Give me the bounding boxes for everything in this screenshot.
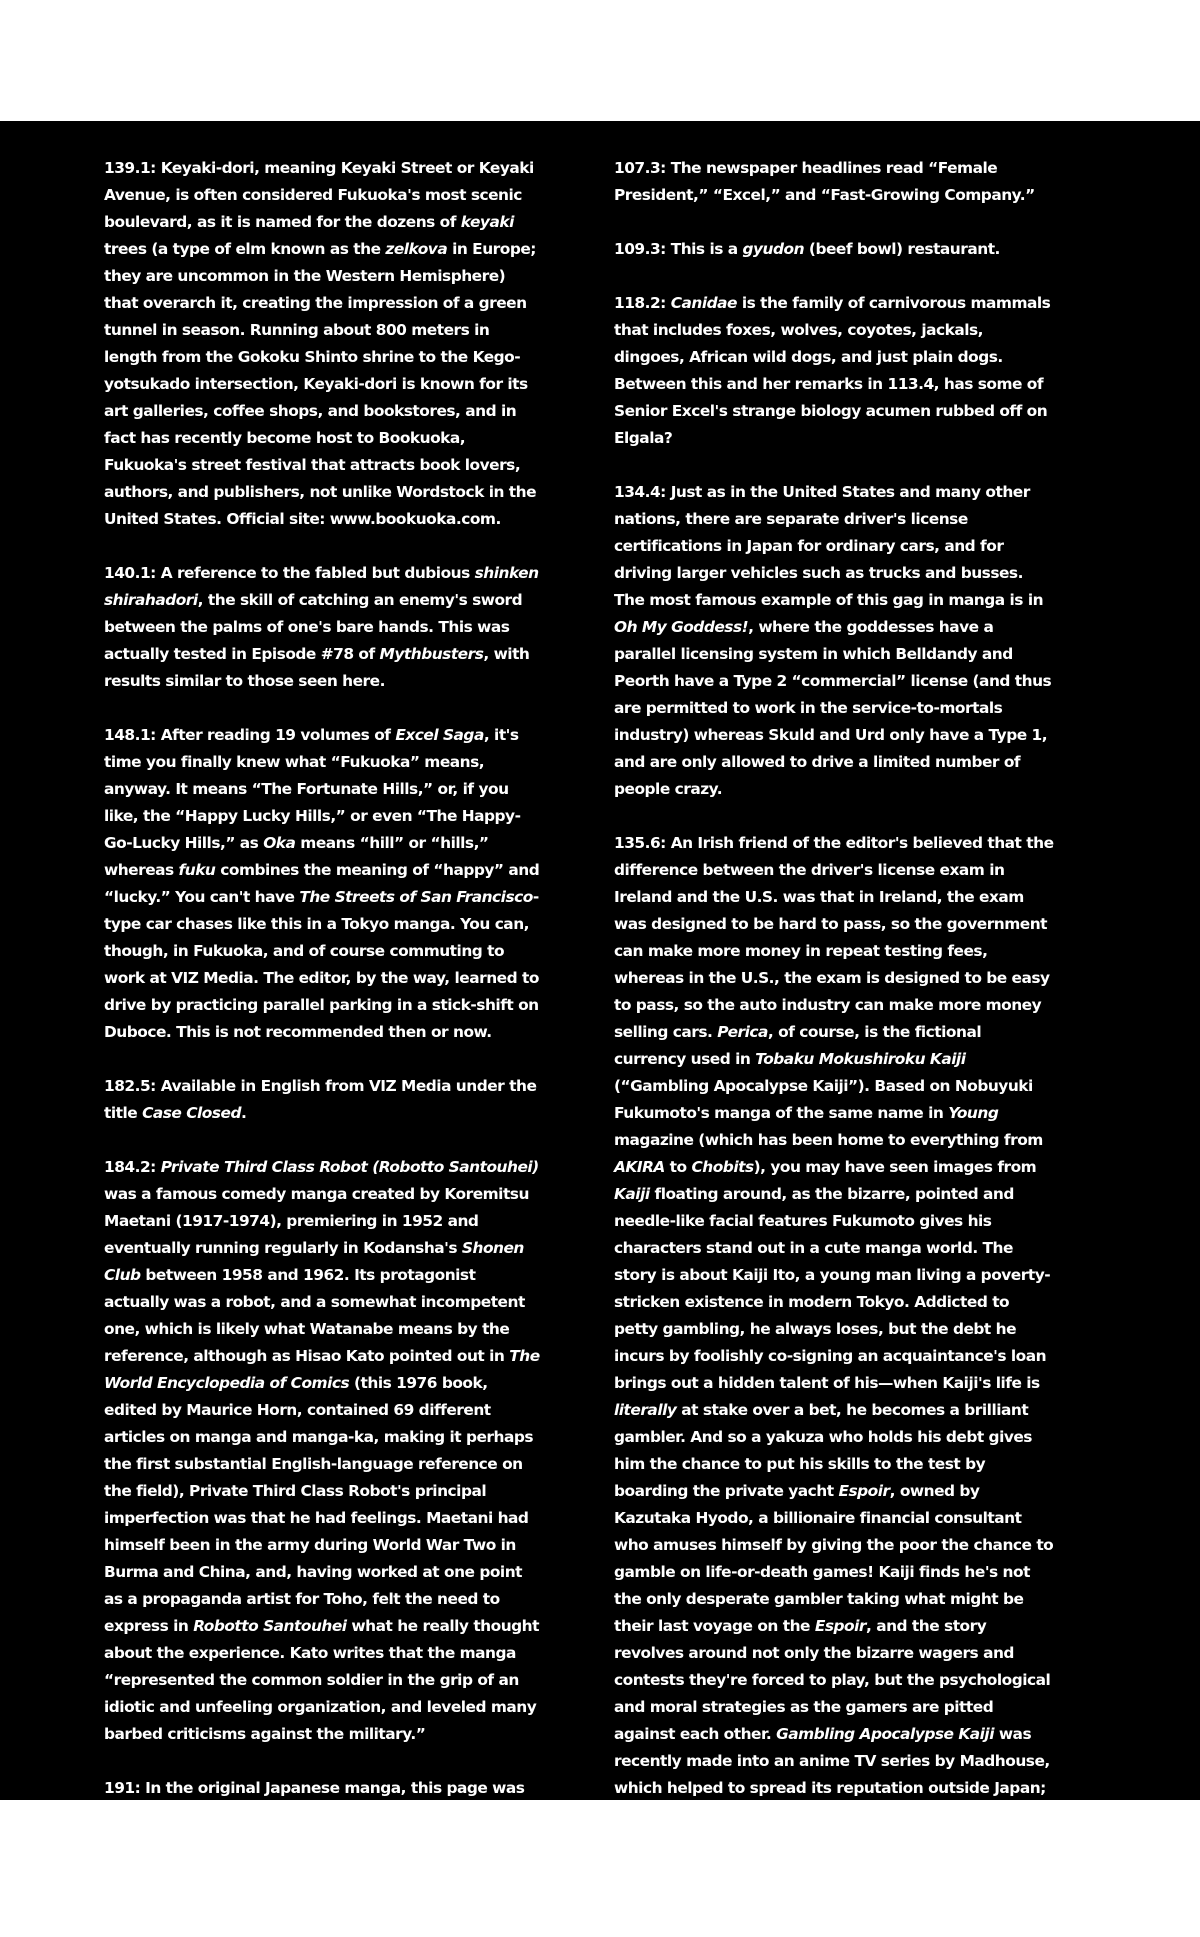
note-italic-term: Robotto Santouhei bbox=[193, 1617, 347, 1635]
note-italic-term: Shonen Club bbox=[104, 1239, 524, 1284]
note-135-6 bbox=[614, 830, 1054, 1910]
note-italic-term: Chobits bbox=[691, 1158, 754, 1176]
note-italic-term: literally bbox=[614, 1401, 677, 1419]
note-italic-term: Kaiji bbox=[614, 1185, 650, 1203]
note-number: 135.6: bbox=[614, 834, 666, 852]
note-italic-term: Perica bbox=[717, 1023, 768, 1041]
right-column bbox=[614, 155, 1054, 1937]
note-italic-term: Young bbox=[948, 1104, 999, 1122]
note-number: 148.1: bbox=[104, 726, 156, 744]
note-text: is the family of carnivorous mammals that includes foxes, wolves, coyotes, jackals, dingoes, African wild dogs, and just plain dogs. Between this and her remarks in 113.4, has some of Senior Excel's strange biology acumen rubbed off on Elgala? bbox=[614, 294, 1051, 447]
note-text: between 1958 and 1962. Its protagonist actually was a robot, and a somewhat incompetent one, which is likely what Watanabe means by the reference, although as Hisao Kato pointed out in bbox=[104, 1266, 525, 1365]
note-text: After reading 19 volumes of bbox=[155, 726, 396, 744]
note-text: , and the story revolves around not only the bizarre wagers and contests they're forced to play, but the psychological and moral strategies as the gamers are pitted against each other. bbox=[614, 1617, 1051, 1743]
note-text: , of course, is the fictional currency used in bbox=[614, 1023, 982, 1068]
note-text: to bbox=[664, 1158, 692, 1176]
top-page-margin bbox=[0, 0, 1200, 121]
note-text: magazine (which has been home to everything from bbox=[614, 1131, 1043, 1149]
note-italic-term: Gambling Apocalypse Kaiji bbox=[776, 1725, 994, 1743]
note-text: , where the goddesses have a parallel licensing system in which Belldandy and Peorth have a Type 2 “commercial” license (and thus are permitted to work in the service-to-mortals industry) whereas Skuld and Urd only have a Type 1, and are only allowed to drive a limited number of people crazy. bbox=[614, 618, 1052, 798]
note-text: Keyaki-dori, meaning Keyaki Street or Keyaki Avenue, is often considered Fukuoka's most scenic boulevard, as it is named for the dozens of bbox=[104, 159, 534, 231]
note-text: was a famous comedy manga created by Koremitsu Maetani (1917-1974), premiering in 1952 and eventually running regularly in Kodansha's bbox=[104, 1185, 529, 1257]
note-italic-term: The Streets of San Francisco bbox=[299, 888, 533, 906]
note-italic-term: shinken shirahadori bbox=[104, 564, 539, 609]
note-text: means “hill” or “hills,” whereas bbox=[104, 834, 489, 879]
note-italic-term: gyudon bbox=[742, 240, 805, 258]
note-text: in Europe; they are uncommon in the Western Hemisphere) that overarch it, creating the impression of a green tunnel in season. Running about 800 meters in length from the Gokoku Shinto shrine to the Kego-yotsukado intersection, Keyaki-dori is known for its art galleries, coffee shops, and bookstores, and in fact has recently become host to Bookuoka, Fukuoka's street festival that attracts book lovers, authors, and publishers, not unlike Wordstock in the United States. Official site: www.bookuoka.com. bbox=[104, 240, 537, 528]
note-number: 107.3: bbox=[614, 159, 666, 177]
left-column bbox=[104, 155, 540, 1910]
note-italic-term: Private Third Class Robot (Robotto Santouhei) bbox=[160, 1158, 539, 1176]
note-italic-term: Tobaku Mokushiroku Kaiji bbox=[755, 1050, 966, 1068]
note-text: , it's time you finally knew what “Fukuoka” means, anyway. It means “The Fortunate Hills,” or, if you like, the “Happy Lucky Hills,” or even “The Happy-Go-Lucky Hills,” as bbox=[104, 726, 521, 852]
note-text: Just as in the United States and many other nations, there are separate driver's license certifications in Japan for ordinary cars, and for driving larger vehicles such as trucks and busses. The most famous example of this gag in manga is in bbox=[614, 483, 1044, 609]
note-text: , the skill of catching an enemy's sword between the palms of one's bare hands. This was actually tested in Episode #78 of bbox=[104, 591, 523, 663]
note-number: 140.1: bbox=[104, 564, 156, 582]
note-italic-term: AKIRA bbox=[614, 1158, 665, 1176]
note-text: ), you may have seen images from bbox=[753, 1158, 1037, 1176]
note-text: , owned by Kazutaka Hyodo, a billionaire financial consultant who amuses himself by giving the poor the chance to gamble on life-or-death games! Kaiji finds he's not the only desperate gambler taking what might be their last voyage on the bbox=[614, 1482, 1054, 1635]
note-148-1 bbox=[104, 722, 540, 1046]
note-number: 109.3: bbox=[614, 240, 666, 258]
note-italic-term: Canidae bbox=[670, 294, 737, 312]
note-107-3 bbox=[614, 155, 1054, 209]
note-number: 134.4: bbox=[614, 483, 666, 501]
note-number: 191: bbox=[104, 1779, 141, 1797]
note-italic-term: Excel Saga bbox=[395, 726, 484, 744]
note-italic-term: Oh My Goddess! bbox=[614, 618, 749, 636]
note-text: trees (a type of elm known as the bbox=[104, 240, 386, 258]
note-text: This is a bbox=[665, 240, 743, 258]
note-text: A reference to the fabled but dubious bbox=[155, 564, 475, 582]
note-184-2 bbox=[104, 1154, 540, 1748]
note-text: was recently made into an anime TV series by Madhouse, which helped to spread its reputation outside Japan; you can't get a better feel for it than by listening to its review on the always-recommended Anime World Order podcast, Show #70, at animeworldorder.blogspot.com. bbox=[614, 1725, 1050, 1905]
note-number: 184.2: bbox=[104, 1158, 156, 1176]
note-109-3 bbox=[614, 236, 1054, 263]
note-text: , with results similar to those seen here. bbox=[104, 645, 530, 690]
note-number: 182.5: bbox=[104, 1077, 156, 1095]
notes-page bbox=[0, 121, 1200, 1905]
note-text: -type car chases like this in a Tokyo manga. You can, though, in Fukuoka, and of course commuting to work at VIZ Media. The editor, by the way, learned to drive by practicing parallel parking in a stick-shift on Duboce. This is not recommended then or now. bbox=[104, 888, 539, 1041]
note-140-1 bbox=[104, 560, 540, 695]
note-182-5 bbox=[104, 1073, 540, 1127]
note-text: combines the meaning of “happy” and “lucky.” You can't have bbox=[104, 861, 540, 906]
note-134-4 bbox=[614, 479, 1054, 803]
note-text: what he really thought about the experience. Kato writes that the manga “represented the common soldier in the grip of an idiotic and unfeeling organization, and leveled many barbed criticisms against the military.” bbox=[104, 1617, 539, 1743]
note-italic-term: Espoir bbox=[838, 1482, 890, 1500]
note-text: An Irish friend of the editor's believed that the difference between the driver's license exam in Ireland and the U.S. was that in Ireland, the exam was designed to be hard to pass, so the government can make more money in repeat testing fees, whereas in the U.S., the exam is designed to be easy to pass, so the auto industry can make more money selling cars. bbox=[614, 834, 1054, 1041]
note-italic-term: Case Closed bbox=[142, 1104, 241, 1122]
note-italic-term: fuku bbox=[178, 861, 216, 879]
note-text: In the original Japanese manga, this page was literally an undercover message; that is, it was printed underneath the dust jacket on the front cover. bbox=[104, 1779, 525, 1878]
note-118-2 bbox=[614, 290, 1054, 452]
note-191 bbox=[104, 1775, 540, 1883]
note-text: (“Gambling Apocalypse Kaiji”). Based on Nobuyuki Fukumoto's manga of the same name in bbox=[614, 1077, 1033, 1122]
note-italic-term: The World Encyclopedia of Comics bbox=[104, 1347, 540, 1392]
note-number: 118.2: bbox=[614, 294, 666, 312]
note-italic-term: Mythbusters bbox=[379, 645, 484, 663]
note-italic-term: zelkova bbox=[385, 240, 448, 258]
note-139-1 bbox=[104, 155, 540, 533]
note-italic-term: Espoir bbox=[814, 1617, 866, 1635]
note-italic-term: Oka bbox=[263, 834, 296, 852]
note-number: 139.1: bbox=[104, 159, 156, 177]
note-text: (this 1976 book, edited by Maurice Horn, contained 69 different articles on manga and manga-ka, making it perhaps the first substantial English-language reference on the field), Private Third Class Robot's principal imperfection was that he had feelings. Maetani had himself been in the army during World War Two in Burma and China, and, having worked at one point as a propaganda artist for Toho, felt the need to express in bbox=[104, 1374, 534, 1635]
note-text: . bbox=[240, 1104, 247, 1122]
note-text: at stake over a bet, he becomes a brilliant gambler. And so a yakuza who holds his debt gives him the chance to put his skills to the test by boarding the private yacht bbox=[614, 1401, 1032, 1500]
note-text: Available in English from VIZ Media under the title bbox=[104, 1077, 537, 1122]
note-italic-term: keyaki bbox=[460, 213, 514, 231]
note-text: (beef bowl) restaurant. bbox=[804, 240, 1000, 258]
note-text: The newspaper headlines read “Female President,” “Excel,” and “Fast-Growing Company.” bbox=[614, 159, 1035, 204]
note-text: floating around, as the bizarre, pointed and needle-like facial features Fukumoto gives his characters stand out in a cute manga world. The story is about Kaiji Ito, a young man living a poverty-stricken existence in modern Tokyo. Addicted to petty gambling, he always loses, but the debt he incurs by foolishly co-signing an acquaintance's loan brings out a hidden talent of his—when Kaiji's life is bbox=[614, 1185, 1051, 1392]
